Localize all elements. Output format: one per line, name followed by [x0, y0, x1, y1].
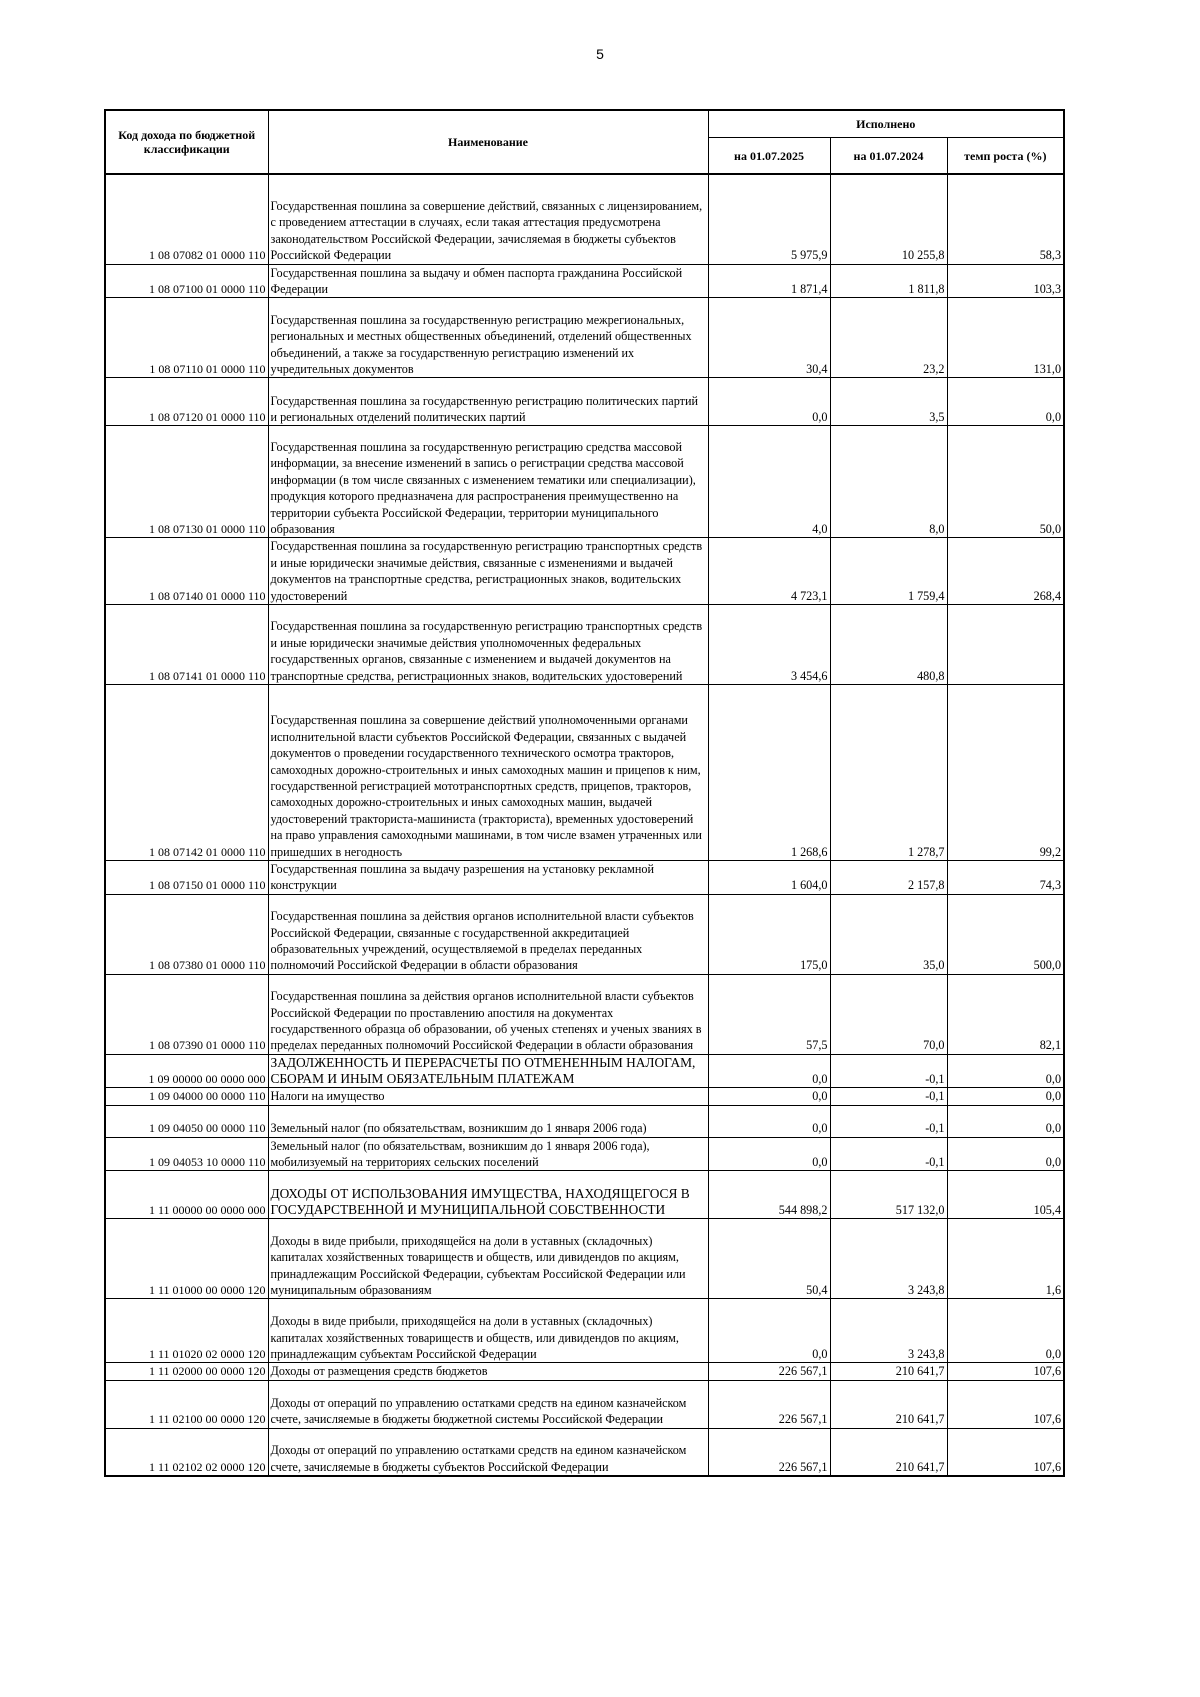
growth-cell: 0,0	[947, 1054, 1064, 1087]
name-cell: Государственная пошлина за государственную регистрацию политических партий и региональных отделений политических партий	[268, 378, 708, 426]
value-2024-cell: 35,0	[830, 894, 947, 974]
growth-cell: 50,0	[947, 426, 1064, 538]
header-2024: на 01.07.2024	[830, 138, 947, 174]
value-2025-cell: 0,0	[708, 1088, 830, 1105]
value-2025-cell: 0,0	[708, 378, 830, 426]
value-2024-cell: 1 811,8	[830, 264, 947, 298]
name-cell: Государственная пошлина за совершение действий, связанных с лицензированием, с проведением аттестации в случаях, если такая аттестация предусмотрена законодательством Российской Федерации, зачисляемая в бюджеты субъектов Российской Федерации	[268, 174, 708, 264]
table-row	[105, 264, 1064, 298]
growth-cell: 0,0	[947, 1299, 1064, 1363]
value-2025-cell: 175,0	[708, 894, 830, 974]
growth-cell: 105,4	[947, 1171, 1064, 1219]
code-cell: 1 08 07130 01 0000 110	[105, 426, 268, 538]
name-cell: Налоги на имущество	[268, 1088, 708, 1105]
code-cell: 1 11 01020 02 0000 120	[105, 1299, 268, 1363]
value-2024-cell: 517 132,0	[830, 1171, 947, 1219]
value-2025-cell: 1 604,0	[708, 860, 830, 894]
table-row	[105, 604, 1064, 684]
growth-cell: 1,6	[947, 1219, 1064, 1299]
table-row	[105, 1428, 1064, 1476]
name-cell: Государственная пошлина за государственную регистрацию межрегиональных, региональных и местных общественных объединений, отделений общественных объединений, а также за государственную регистрацию изменений их учредительных документов	[268, 298, 708, 378]
value-2024-cell: 3 243,8	[830, 1219, 947, 1299]
growth-cell: 99,2	[947, 684, 1064, 860]
name-cell: ДОХОДЫ ОТ ИСПОЛЬЗОВАНИЯ ИМУЩЕСТВА, НАХОДЯЩЕГОСЯ В ГОСУДАРСТВЕННОЙ И МУНИЦИПАЛЬНОЙ СОБСТВЕННОСТИ	[268, 1171, 708, 1219]
value-2024-cell: 2 157,8	[830, 860, 947, 894]
value-2024-cell: 210 641,7	[830, 1380, 947, 1428]
table-row	[105, 298, 1064, 378]
value-2025-cell: 4,0	[708, 426, 830, 538]
revenue-table	[104, 109, 1065, 1477]
name-cell: Государственная пошлина за выдачу и обмен паспорта гражданина Российской Федерации	[268, 264, 708, 298]
header-executed: Исполнено	[708, 110, 1064, 138]
value-2025-cell: 5 975,9	[708, 174, 830, 264]
growth-cell: 107,6	[947, 1380, 1064, 1428]
table-header	[105, 110, 1064, 174]
growth-cell: 268,4	[947, 538, 1064, 605]
table-row	[105, 538, 1064, 605]
code-cell: 1 11 00000 00 0000 000	[105, 1171, 268, 1219]
table-row	[105, 860, 1064, 894]
growth-cell: 500,0	[947, 894, 1064, 974]
growth-cell: 0,0	[947, 1137, 1064, 1171]
table-body	[105, 174, 1064, 1476]
header-code: Код дохода по бюджетной классификации	[105, 110, 268, 174]
table-row	[105, 1105, 1064, 1137]
name-cell: Государственная пошлина за действия органов исполнительной власти субъектов Российской Федерации, связанные с государственной аккредитацией образовательных учреждений, осуществляемой в пределах переданных полномочий Российской Федерации в области образования	[268, 894, 708, 974]
name-cell: Государственная пошлина за совершение действий уполномоченными органами исполнительной власти субъектов Российской Федерации, связанных с выдачей документов о проведении государственного технического осмотра тракторов, самоходных дорожно-строительных и иных самоходных машин и прицепов к ним, государственной регистрацией мототранспортных средств, прицепов, тракторов, самоходных дорожно-строительных и иных самоходных машин, выдачей удостоверений тракториста-машиниста (тракториста), временных удостоверений на право управления самоходными машинами, в том числе взамен утраченных или пришедших в негодность	[268, 684, 708, 860]
table-row	[105, 426, 1064, 538]
name-cell: Земельный налог (по обязательствам, возникшим до 1 января 2006 года), мобилизуемый на территориях сельских поселений	[268, 1137, 708, 1171]
value-2024-cell: -0,1	[830, 1054, 947, 1087]
value-2024-cell: 23,2	[830, 298, 947, 378]
growth-cell: 131,0	[947, 298, 1064, 378]
growth-cell: 82,1	[947, 974, 1064, 1054]
name-cell: Государственная пошлина за государственную регистрацию средства массовой информации, за внесение изменений в запись о регистрации средства массовой информации (в том числе связанных с изменением тематики или специализации), продукция которого предназначена для распространения преимущественно на территории субъекта Российской Федерации, территории муниципального образования	[268, 426, 708, 538]
code-cell: 1 09 04053 10 0000 110	[105, 1137, 268, 1171]
code-cell: 1 08 07150 01 0000 110	[105, 860, 268, 894]
table-row	[105, 974, 1064, 1054]
value-2024-cell: 3,5	[830, 378, 947, 426]
value-2025-cell: 226 567,1	[708, 1428, 830, 1476]
value-2024-cell: 210 641,7	[830, 1428, 947, 1476]
value-2024-cell: 480,8	[830, 604, 947, 684]
value-2025-cell: 0,0	[708, 1105, 830, 1137]
value-2024-cell: -0,1	[830, 1088, 947, 1105]
value-2025-cell: 57,5	[708, 974, 830, 1054]
name-cell: Доходы от размещения средств бюджетов	[268, 1363, 708, 1380]
code-cell: 1 09 00000 00 0000 000	[105, 1054, 268, 1087]
table-row	[105, 684, 1064, 860]
growth-cell: 107,6	[947, 1428, 1064, 1476]
table-row	[105, 1363, 1064, 1380]
name-cell: Доходы от операций по управлению остатками средств на едином казначейском счете, зачисляемые в бюджеты бюджетной системы Российской Федерации	[268, 1380, 708, 1428]
table-row	[105, 894, 1064, 974]
growth-cell: 107,6	[947, 1363, 1064, 1380]
value-2024-cell: 3 243,8	[830, 1299, 947, 1363]
code-cell: 1 11 01000 00 0000 120	[105, 1219, 268, 1299]
name-cell: Государственная пошлина за государственную регистрацию транспортных средств и иные юридически значимые действия уполномоченных федеральных государственных органов, связанные с изменением и выдачей документов на транспортные средства, регистрационных знаков, водительских удостоверений	[268, 604, 708, 684]
growth-cell: 0,0	[947, 1105, 1064, 1137]
name-cell: Земельный налог (по обязательствам, возникшим до 1 января 2006 года)	[268, 1105, 708, 1137]
table-row	[105, 378, 1064, 426]
header-2025: на 01.07.2025	[708, 138, 830, 174]
code-cell: 1 09 04050 00 0000 110	[105, 1105, 268, 1137]
table-row	[105, 1171, 1064, 1219]
code-cell: 1 08 07140 01 0000 110	[105, 538, 268, 605]
name-cell: Государственная пошлина за действия органов исполнительной власти субъектов Российской Федерации по проставлению апостиля на документах государственного образца об образовании, об ученых степенях и ученых званиях в пределах переданных полномочий Российской Федерации в области образования	[268, 974, 708, 1054]
growth-cell: 0,0	[947, 378, 1064, 426]
growth-cell: 74,3	[947, 860, 1064, 894]
code-cell: 1 11 02100 00 0000 120	[105, 1380, 268, 1428]
code-cell: 1 08 07390 01 0000 110	[105, 974, 268, 1054]
value-2025-cell: 30,4	[708, 298, 830, 378]
name-cell: Государственная пошлина за выдачу разрешения на установку рекламной конструкции	[268, 860, 708, 894]
growth-cell: 103,3	[947, 264, 1064, 298]
code-cell: 1 08 07141 01 0000 110	[105, 604, 268, 684]
value-2025-cell: 3 454,6	[708, 604, 830, 684]
name-cell: Доходы в виде прибыли, приходящейся на доли в уставных (складочных) капиталах хозяйственных товариществ и обществ, или дивидендов по акциям, принадлежащим Российской Федерации, субъектам Российской Федерации или муниципальным образованиям	[268, 1219, 708, 1299]
name-cell: ЗАДОЛЖЕННОСТЬ И ПЕРЕРАСЧЕТЫ ПО ОТМЕНЕННЫМ НАЛОГАМ, СБОРАМ И ИНЫМ ОБЯЗАТЕЛЬНЫМ ПЛАТЕЖАМ	[268, 1054, 708, 1087]
table-row	[105, 1137, 1064, 1171]
value-2024-cell: 70,0	[830, 974, 947, 1054]
value-2024-cell: 10 255,8	[830, 174, 947, 264]
growth-cell	[947, 604, 1064, 684]
value-2024-cell: -0,1	[830, 1105, 947, 1137]
value-2025-cell: 0,0	[708, 1054, 830, 1087]
code-cell: 1 08 07082 01 0000 110	[105, 174, 268, 264]
page-number: 5	[596, 46, 604, 62]
name-cell: Доходы в виде прибыли, приходящейся на доли в уставных (складочных) капиталах хозяйственных товариществ и обществ, или дивидендов по акциям, принадлежащим субъектам Российской Федерации	[268, 1299, 708, 1363]
header-name: Наименование	[268, 110, 708, 174]
table-row	[105, 1088, 1064, 1105]
value-2024-cell: 210 641,7	[830, 1363, 947, 1380]
value-2025-cell: 0,0	[708, 1299, 830, 1363]
header-growth: темп роста (%)	[947, 138, 1064, 174]
value-2024-cell: 1 759,4	[830, 538, 947, 605]
value-2025-cell: 0,0	[708, 1137, 830, 1171]
value-2025-cell: 50,4	[708, 1219, 830, 1299]
code-cell: 1 09 04000 00 0000 110	[105, 1088, 268, 1105]
value-2025-cell: 4 723,1	[708, 538, 830, 605]
value-2025-cell: 1 268,6	[708, 684, 830, 860]
growth-cell: 0,0	[947, 1088, 1064, 1105]
value-2025-cell: 544 898,2	[708, 1171, 830, 1219]
table-row	[105, 1299, 1064, 1363]
code-cell: 1 11 02000 00 0000 120	[105, 1363, 268, 1380]
code-cell: 1 11 02102 02 0000 120	[105, 1428, 268, 1476]
growth-cell: 58,3	[947, 174, 1064, 264]
value-2024-cell: -0,1	[830, 1137, 947, 1171]
value-2024-cell: 1 278,7	[830, 684, 947, 860]
code-cell: 1 08 07110 01 0000 110	[105, 298, 268, 378]
table-row	[105, 174, 1064, 264]
code-cell: 1 08 07142 01 0000 110	[105, 684, 268, 860]
value-2025-cell: 1 871,4	[708, 264, 830, 298]
code-cell: 1 08 07120 01 0000 110	[105, 378, 268, 426]
name-cell: Доходы от операций по управлению остатками средств на едином казначейском счете, зачисляемые в бюджеты субъектов Российской Федерации	[268, 1428, 708, 1476]
value-2025-cell: 226 567,1	[708, 1380, 830, 1428]
name-cell: Государственная пошлина за государственную регистрацию транспортных средств и иные юридически значимые действия, связанные с изменениями и выдачей документов на транспортные средства, регистрационных знаков, водительских удостоверений	[268, 538, 708, 605]
code-cell: 1 08 07100 01 0000 110	[105, 264, 268, 298]
code-cell: 1 08 07380 01 0000 110	[105, 894, 268, 974]
value-2024-cell: 8,0	[830, 426, 947, 538]
value-2025-cell: 226 567,1	[708, 1363, 830, 1380]
table-row	[105, 1054, 1064, 1087]
table-row	[105, 1380, 1064, 1428]
table-row	[105, 1219, 1064, 1299]
